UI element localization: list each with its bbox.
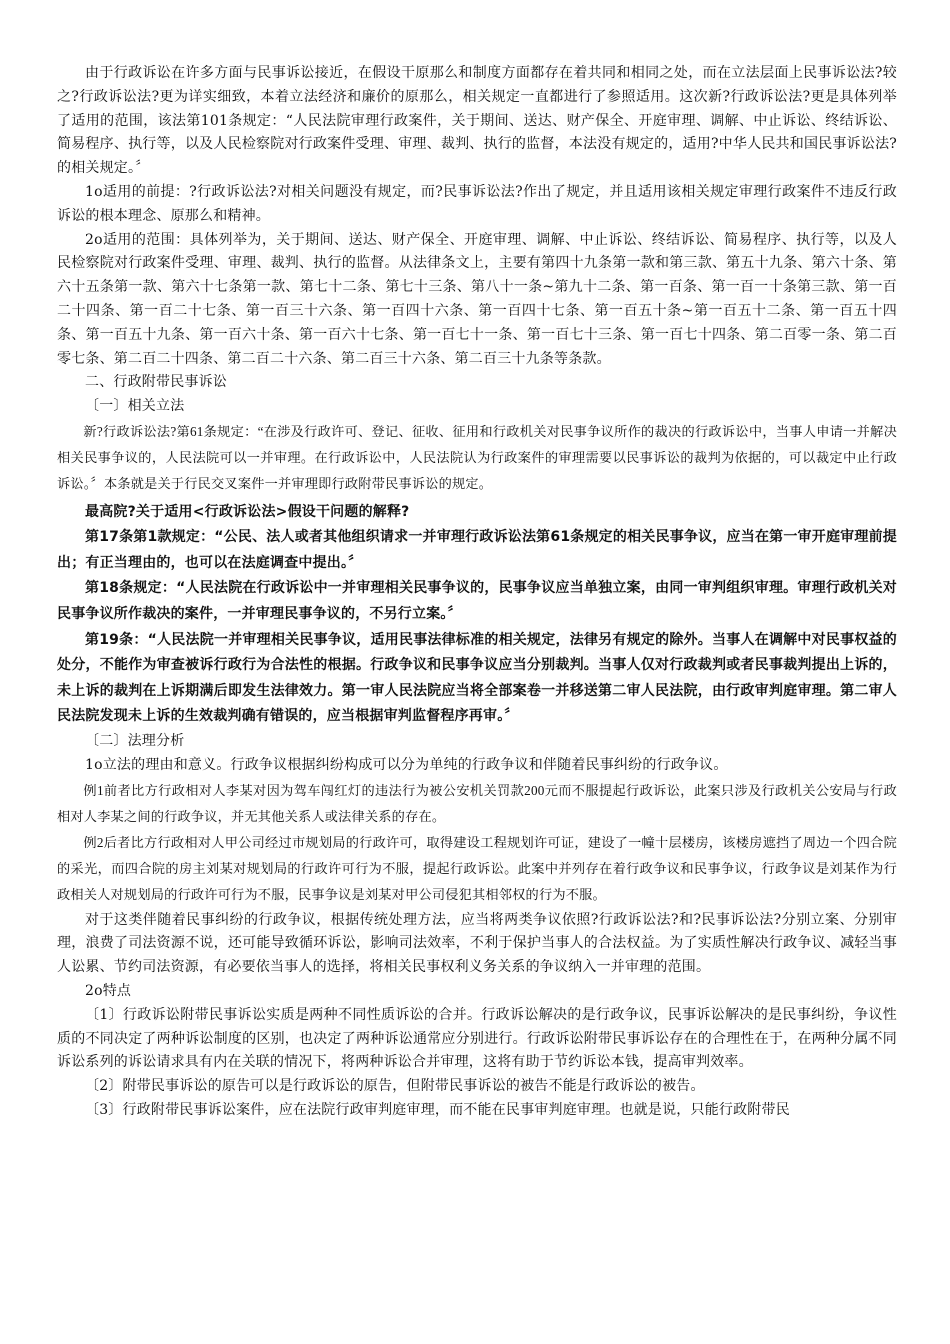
subsection-heading: 〔二〕法理分析 <box>85 732 185 749</box>
paragraph-premise: 1o适用的前提：?行政诉讼法?对相关问题没有规定，而?民事诉讼法?作出了规定，并且适用该相关规定审理行政案件不违反行政诉讼的根本理念、原那么和精神。 <box>57 183 897 224</box>
section-heading: 二、行政附带民事诉讼 <box>85 374 227 391</box>
paragraph-article-17: 第17条第1款规定：“公民、法人或者其他组织请求一并审理行政诉讼法第61条规定的相关民事争议，应当在第一审开庭审理前提出；有正当理由的，也可以在法庭调查中提出。〞 <box>57 529 897 571</box>
paragraph-traditional-method: 对于这类伴随着民事纠纷的行政争议，根据传统处理方法，应当将两类争议依照?行政诉讼法?和?民事诉讼法?分别立案、分别审理，浪费了司法资源不说，还可能导致循环诉讼，影响司法效率，不利于保护当事人的合法权益。为了实质性解决行政争议、减轻当事人讼累、节约司法资源，有必要依当事人的选择，将相关民事权利义务关系的争议纳入一并审理的范围。 <box>57 911 897 976</box>
paragraph-intro: 由于行政诉讼在许多方面与民事诉讼接近，在假设干原那么和制度方面都存在着共同和相同之处，而在立法层面上民事诉讼法?较之?行政诉讼法?更为详实细致，本着立法经济和廉价的原那么，相关规定一直都进行了参照适用。这次新?行政诉讼法?更是具体列举了适用的范围，该法第101条规定：“人民法院审理行政案件，关于期间、送达、财产保全、开庭审理、调解、中止诉讼、终结诉讼、简易程序、执行等，以及人民检察院对行政案件受理、审理、裁判、执行的监督，本法没有规定的，适用?中华人民共和国民事诉讼法?的相关规定。〞 <box>57 65 897 177</box>
document-page <box>57 62 897 1123</box>
subsection-heading: 〔一〕相关立法 <box>85 398 185 415</box>
paragraph-feature-2: 〔2〕附带民事诉讼的原告可以是行政诉讼的原告，但附带民事诉讼的被告不能是行政诉讼的被告。 <box>85 1078 705 1095</box>
paragraph-example-2: 例2后者比方行政相对人甲公司经过市规划局的行政许可，取得建设工程规划许可证，建设了一幢十层楼房，该楼房遮挡了周边一个四合院的采光，而四合院的房主刘某对规划局的行政许可行为不服，提起行政诉讼。此案中并列存在着行政争议和民事争议，行政争议是刘某作为行政相关人对规划局的行政许可行为不服，民事争议是刘某对甲公司侵犯其相邻权的行为不服。 <box>57 834 897 903</box>
interpretation-title: 最高院?关于适用<行政诉讼法>假设干问题的解释? <box>85 503 410 520</box>
paragraph-reason: 1o立法的理由和意义。行政争议根据纠纷构成可以分为单纯的行政争议和伴随着民事纠纷的行政争议。 <box>85 756 728 773</box>
paragraph-features-heading: 2o特点 <box>85 982 132 999</box>
paragraph-feature-1: 〔1〕行政诉讼附带民事诉讼实质是两种不同性质诉讼的合并。行政诉讼解决的是行政争议，民事诉讼解决的是民事纠纷，争议性质的不同决定了两种诉讼制度的区别，也决定了两种诉讼通常应分别进行。行政诉讼附带民事诉讼存在的合理性在于，在两种分属不同诉讼系列的诉讼请求具有内在关联的情况下，将两种诉讼合并审理，这将有助于节约诉讼本钱，提高审判效率。 <box>57 1006 897 1071</box>
paragraph-article-18: 第18条规定：“人民法院在行政诉讼中一并审理相关民事争议的，民事争议应当单独立案，由同一审判组织审理。审理行政机关对民事争议所作裁决的案件，一并审理民事争议的，不另行立案。〞 <box>57 580 897 622</box>
paragraph-article-19: 第19条：“人民法院一并审理相关民事争议，适用民事法律标准的相关规定，法律另有规定的除外。当事人在调解中对民事权益的处分，不能作为审查被诉行政行为合法性的根据。行政争议和民事争议应当分别裁判。当事人仅对行政裁判或者民事裁判提出上诉的，未上诉的裁判在上诉期满后即发生法律效力。第一审人民法院应当将全部案卷一并移送第二审人民法院，由行政审判庭审理。第二审人民法院发现未上诉的生效裁判确有错误的，应当根据审判监督程序再审。〞 <box>57 631 897 725</box>
paragraph-feature-3: 〔3〕行政附带民事诉讼案件，应在法院行政审判庭审理，而不能在民事审判庭审理。也就是说，只能行政附带民 <box>85 1101 790 1118</box>
paragraph-scope: 2o适用的范围：具体列举为，关于期间、送达、财产保全、开庭审理、调解、中止诉讼、终结诉讼、简易程序、执行等，以及人民检察院对行政案件受理、审理、裁判、执行的监督。从法律条文上，主要有第四十九条第一款和第三款、第五十九条、第六十条、第六十五条第一款、第六十七条第一款、第七十二条、第七十三条、第八十一条~第九十二条、第一百条、第一百一十条第三款、第一百二十四条、第一百二十七条、第一百三十六条、第一百四十六条、第一百四十七条、第一百五十条~第一百五十二条、第一百五十四条、第一百五十九条、第一百六十条、第一百六十七条、第一百七十一条、第一百七十三条、第一百七十四条、第二百零一条、第二百零七条、第二百二十四条、第二百二十六条、第二百三十六条、第二百三十九条等条款。 <box>57 231 897 367</box>
paragraph-article-61: 新?行政诉讼法?第61条规定：“在涉及行政许可、登记、征收、征用和行政机关对民事争议所作的裁决的行政诉讼中，当事人申请一并解决相关民事争议的，人民法院可以一并审理。在行政诉讼中，人民法院认为行政案件的审理需要以民事诉讼的裁判为依据的，可以裁定中止行政诉讼。〞本条就是关于行民交叉案件一并审理即行政附带民事诉讼的规定。 <box>57 423 897 492</box>
paragraph-example-1: 例1前者比方行政相对人李某对因为驾车闯红灯的违法行为被公安机关罚款200元而不服提起行政诉讼，此案只涉及行政机关公安局与行政相对人李某之间的行政争议，并无其他关系人或法律关系的存在。 <box>57 782 897 824</box>
